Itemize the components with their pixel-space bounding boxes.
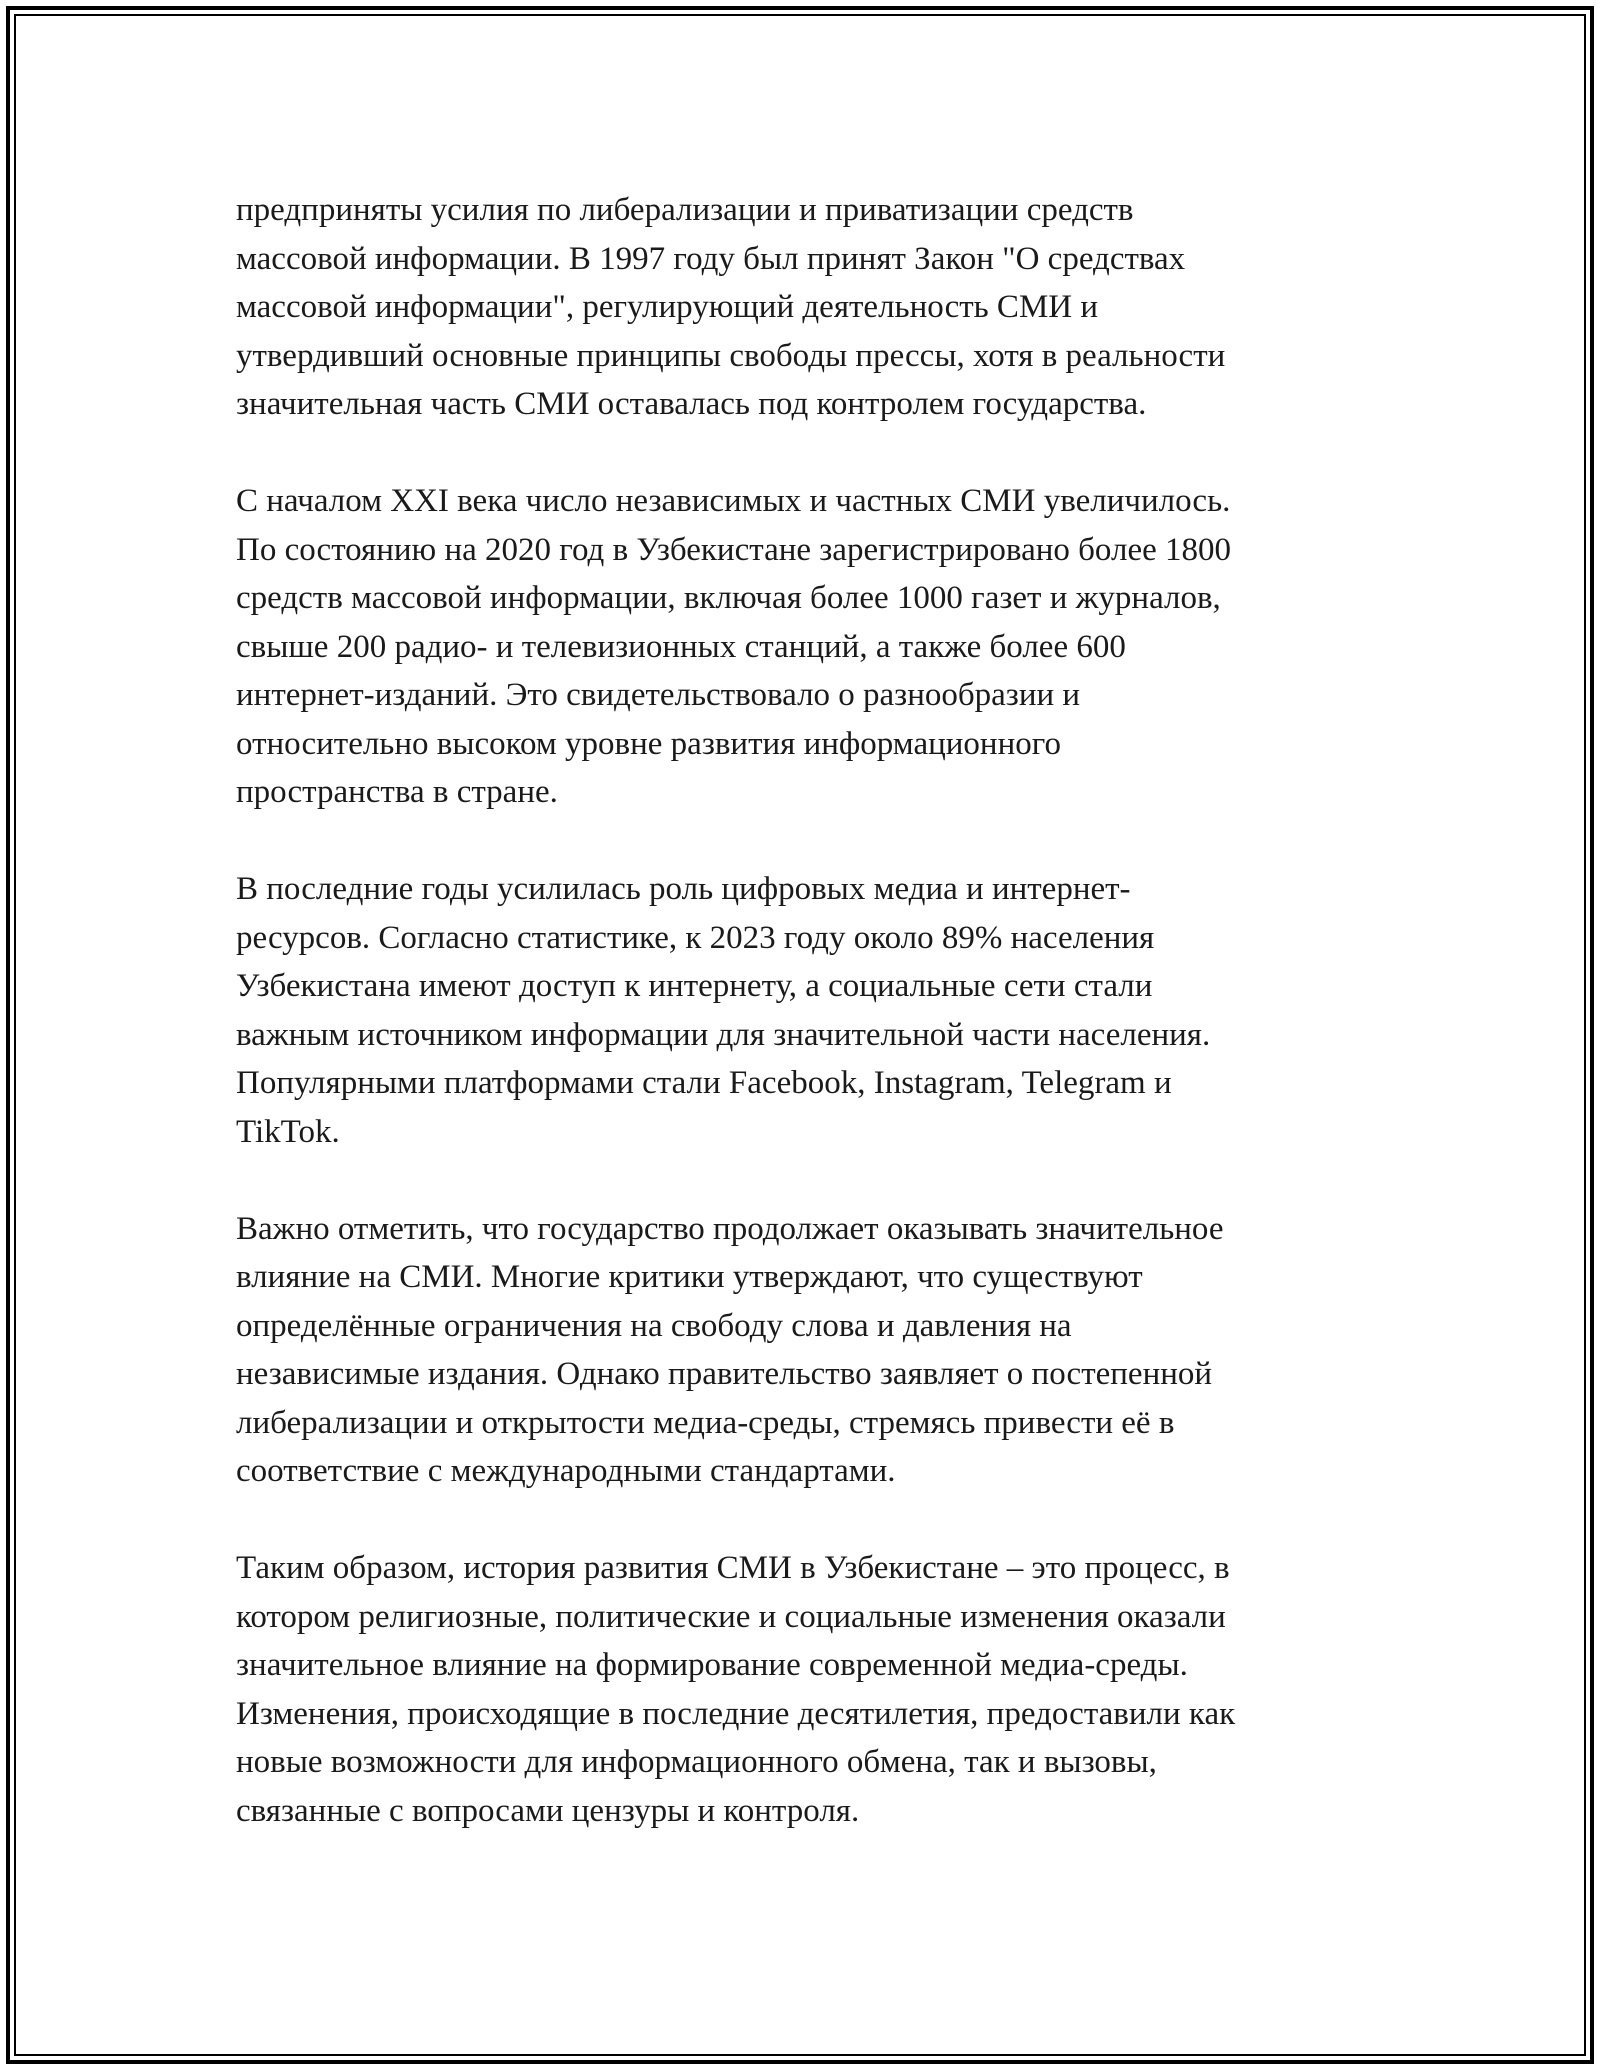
text-line: либерализации и открытости медиа-среды, стремясь привести её в [236,1404,1175,1441]
text-line: По состоянию на 2020 год в Узбекистане зарегистрировано более 1800 [236,531,1231,568]
text-line: определённые ограничения на свободу слова и давления на [236,1307,1072,1344]
text-line: котором религиозные, политические и социальные изменения оказали [236,1598,1226,1635]
text-line: С началом XXI века число независимых и частных СМИ увеличилось. [236,483,1231,519]
text-line: Узбекистана имеют доступ к интернету, а социальные сети стали [236,968,1153,1004]
text-line: средств массовой информации, включая более 1000 газет и журналов, [236,580,1221,616]
text-line: утвердивший основные принципы свободы прессы, хотя в реальности [236,337,1226,374]
paragraph-3 [236,865,1366,1156]
text-line: относительно высоком уровне развития информационного [236,725,1061,762]
paragraph-5 [236,1544,1366,1835]
text-line: интернет-изданий. Это свидетельствовало о разнообразии и [236,677,1081,713]
text-line: предприняты усилия по либерализации и приватизации средств [236,192,1134,228]
text-line: свыше 200 радио- и телевизионных станций, а также более 600 [236,628,1126,665]
text-line: Популярными платформами стали Facebook, Instagram, Telegram и [236,1065,1172,1101]
paragraph-2 [236,477,1366,817]
text-line: массовой информации. В 1997 году был принят Закон "О средствах [236,240,1186,277]
text-line: независимые издания. Однако правительство заявляет о постепенной [236,1356,1213,1392]
text-line: связанные с вопросами цензуры и контроля. [236,1792,860,1829]
text-line: новые возможности для информационного обмена, так и вызовы, [236,1744,1157,1780]
text-line: влияние на СМИ. Многие критики утверждают, что существуют [236,1259,1143,1295]
text-line: массовой информации", регулирующий деятельность СМИ и [236,289,1099,325]
text-line: значительное влияние на формирование современной медиа-среды. [236,1647,1188,1683]
text-line: В последние годы усилилась роль цифровых медиа и интернет- [236,871,1131,907]
document-body [236,186,1366,1835]
text-line: ресурсов. Согласно статистике, к 2023 году около 89% населения [236,919,1155,956]
text-line: Важно отметить, что государство продолжает оказывать значительное [236,1210,1224,1247]
text-line: Изменения, происходящие в последние десятилетия, предоставили как [236,1695,1236,1732]
text-line: соответствие с международными стандартами. [236,1453,896,1489]
paragraph-1 [236,186,1366,429]
text-line: пространства в стране. [236,774,558,810]
text-line: важным источником информации для значительной части населения. [236,1016,1211,1053]
text-line: TikTok. [236,1113,340,1150]
text-line: значительная часть СМИ оставалась под контролем государства. [236,386,1147,422]
paragraph-4 [236,1205,1366,1496]
text-line: Таким образом, история развития СМИ в Узбекистане – это процесс, в [236,1550,1230,1586]
